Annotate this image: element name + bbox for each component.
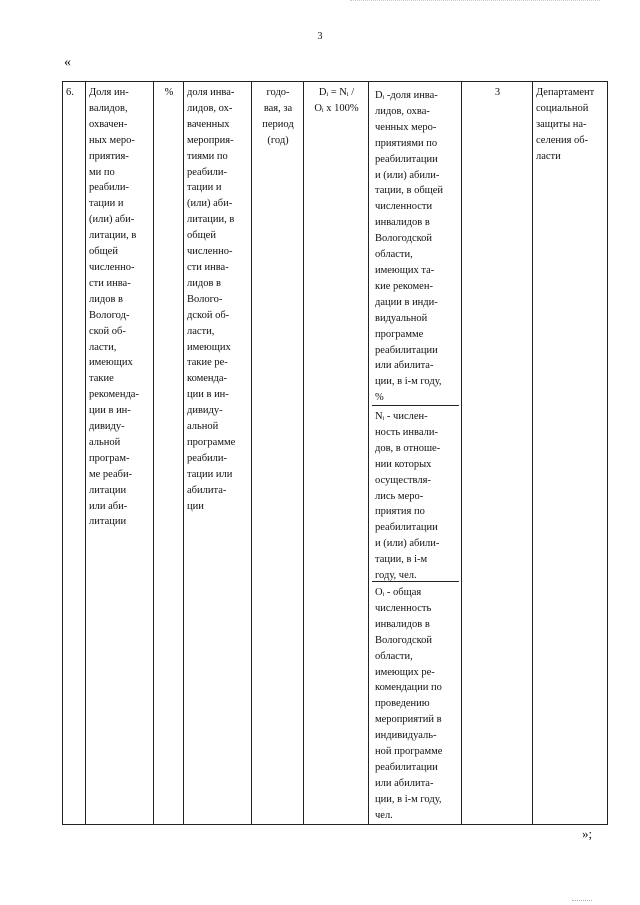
- text-line: охвачен-: [89, 118, 128, 130]
- text-line: реабилитации: [375, 153, 438, 165]
- text-line: ченных меро-: [375, 121, 437, 133]
- text-line: лись меро-: [375, 490, 424, 502]
- responsible-department: [536, 85, 605, 165]
- text-line: ных меро-: [89, 134, 135, 146]
- text-line: Dᵢ -доля инва-: [375, 90, 438, 101]
- text-line: Вологодской: [375, 233, 433, 245]
- text-line: литации, в: [89, 230, 137, 242]
- text-line: ме реаби-: [89, 468, 133, 480]
- text-line: литации, в: [187, 214, 235, 226]
- text-line: сти инва-: [89, 277, 131, 289]
- indicator-name: [89, 85, 151, 530]
- text-line: или абилита-: [375, 360, 434, 372]
- text-line: такие ре-: [187, 357, 228, 369]
- period-cell: [252, 82, 304, 825]
- text-line: тиями по: [187, 150, 228, 162]
- text-line: литации: [89, 516, 127, 528]
- text-line: селения об-: [536, 134, 589, 146]
- text-line: году, чел.: [375, 570, 417, 582]
- text-line: индивидуаль-: [375, 730, 437, 742]
- text-line: рекоменда-: [89, 389, 139, 401]
- text-line: абилита-: [187, 484, 227, 496]
- text-line: доля инва-: [187, 87, 235, 98]
- row-number: 6.: [63, 82, 86, 825]
- text-line: лидов в: [187, 277, 221, 289]
- closing-quote: »;: [582, 826, 593, 841]
- text-line: ной программе: [375, 746, 443, 758]
- text-line: Волого-: [187, 293, 223, 305]
- text-line: ции в ин-: [187, 389, 229, 401]
- scan-artifact-bottom: [572, 900, 592, 904]
- calculation-formula: [307, 85, 366, 117]
- text-line: вая, за: [263, 102, 293, 114]
- text-line: и (или) абили-: [375, 169, 440, 181]
- text-line: ции: [187, 500, 204, 512]
- text-line: ции в ин-: [89, 405, 131, 417]
- text-line: нии которых: [375, 458, 432, 470]
- text-line: Вологод-: [89, 309, 130, 321]
- text-line: лидов, охва-: [375, 105, 430, 117]
- text-line: области,: [375, 650, 413, 662]
- text-line: лидов в: [89, 293, 123, 305]
- text-line: ласти,: [89, 341, 117, 353]
- text-line: Департамент: [536, 87, 595, 98]
- text-line: защиты на-: [536, 118, 587, 130]
- text-line: лидов, ох-: [187, 102, 233, 114]
- text-line: ции, в i-м году,: [375, 793, 442, 805]
- text-line: мероприя-: [187, 134, 234, 146]
- text-line: ми по: [89, 166, 115, 178]
- text-line: чел.: [375, 809, 393, 821]
- text-line: Dᵢ = Nᵢ /: [318, 87, 355, 98]
- indicator-table: [62, 81, 608, 825]
- text-line: или абилита-: [375, 777, 434, 789]
- text-line: дской об-: [187, 309, 230, 321]
- text-line: программе: [375, 328, 424, 340]
- text-line: (или) аби-: [89, 214, 135, 226]
- responsible-cell: [533, 82, 608, 825]
- text-line: %: [375, 392, 384, 404]
- unit-cell: %: [154, 82, 184, 825]
- text-line: програм-: [89, 452, 130, 464]
- text-line: и (или) абили-: [375, 538, 440, 550]
- text-line: реабилитации: [375, 761, 438, 773]
- text-line: реабилитации: [375, 522, 438, 534]
- text-line: численно-: [187, 246, 233, 258]
- text-line: тации, в i-м: [375, 554, 428, 566]
- text-line: кие рекомен-: [375, 280, 433, 292]
- text-line: общей: [187, 230, 216, 242]
- text-line: ваченных: [187, 118, 230, 130]
- text-line: альной: [89, 436, 121, 448]
- text-line: социальной: [536, 102, 589, 114]
- scan-artifact-top: [350, 0, 600, 3]
- text-line: приятиями по: [375, 137, 438, 149]
- text-line: (или) аби-: [187, 198, 233, 210]
- text-line: имеющих: [89, 357, 133, 369]
- text-line: осуществля-: [375, 474, 431, 486]
- variables-cell: [369, 82, 462, 825]
- text-line: инвалидов в: [375, 618, 430, 630]
- text-line: общей: [89, 246, 118, 258]
- indicator-definition: [187, 85, 249, 514]
- text-line: проведению: [375, 698, 430, 710]
- text-line: реабили-: [187, 166, 228, 178]
- text-line: дивиду-: [187, 405, 223, 417]
- text-line: Oᵢ - общая: [375, 587, 422, 598]
- text-line: имеющих ре-: [375, 666, 435, 678]
- definition-cell: [184, 82, 252, 825]
- text-line: дивиду-: [89, 421, 125, 433]
- text-line: дов, в отноше-: [375, 442, 441, 454]
- calculation-period: [255, 85, 301, 149]
- text-line: Доля ин-: [89, 87, 129, 98]
- text-line: видуальной: [375, 312, 428, 324]
- text-line: численности: [375, 201, 433, 213]
- text-line: Oᵢ x 100%: [314, 102, 359, 114]
- text-line: приятия по: [375, 506, 425, 518]
- text-line: ции, в i-м году,: [375, 376, 442, 388]
- text-line: тации и: [187, 182, 222, 194]
- text-line: численность: [375, 602, 432, 614]
- page-number: 3: [317, 31, 323, 42]
- text-line: альной: [187, 421, 219, 433]
- text-line: инвалидов в: [375, 217, 430, 229]
- text-line: комендации по: [375, 682, 442, 694]
- text-line: валидов,: [89, 102, 128, 114]
- text-line: тации и: [89, 198, 124, 210]
- text-line: или аби-: [89, 500, 128, 512]
- variable-n-description: [372, 405, 459, 581]
- text-line: ность инвали-: [375, 426, 438, 438]
- text-line: имеющих та-: [375, 264, 435, 276]
- variable-o-description: [372, 581, 459, 824]
- text-line: реабилитации: [375, 344, 438, 356]
- text-line: тации, в общей: [375, 185, 444, 197]
- variable-d-description: [372, 85, 459, 405]
- text-line: ласти: [536, 150, 561, 162]
- text-line: Nᵢ - числен-: [375, 411, 428, 422]
- text-line: численно-: [89, 261, 135, 273]
- text-line: ской об-: [89, 325, 126, 337]
- text-line: сти инва-: [187, 261, 229, 273]
- text-line: программе: [187, 436, 236, 448]
- text-line: такие: [89, 373, 114, 385]
- formula-cell: [304, 82, 369, 825]
- text-line: литации: [89, 484, 127, 496]
- text-line: тации или: [187, 468, 233, 480]
- opening-quote: «: [64, 55, 71, 70]
- method-cell: 3: [462, 82, 533, 825]
- text-line: реабили-: [187, 452, 228, 464]
- text-line: дации в инди-: [375, 296, 438, 308]
- text-line: Вологодской: [375, 634, 433, 646]
- text-line: коменда-: [187, 373, 228, 385]
- text-line: области,: [375, 249, 413, 261]
- table-row: [63, 82, 608, 825]
- text-line: (год): [267, 134, 289, 146]
- text-line: имеющих: [187, 341, 231, 353]
- text-line: период: [262, 118, 294, 130]
- text-line: мероприятий в: [375, 714, 442, 726]
- text-line: реабили-: [89, 182, 130, 194]
- text-line: ласти,: [187, 325, 215, 337]
- text-line: годо-: [266, 87, 290, 98]
- text-line: приятия-: [89, 150, 129, 162]
- indicator-name-cell: [86, 82, 154, 825]
